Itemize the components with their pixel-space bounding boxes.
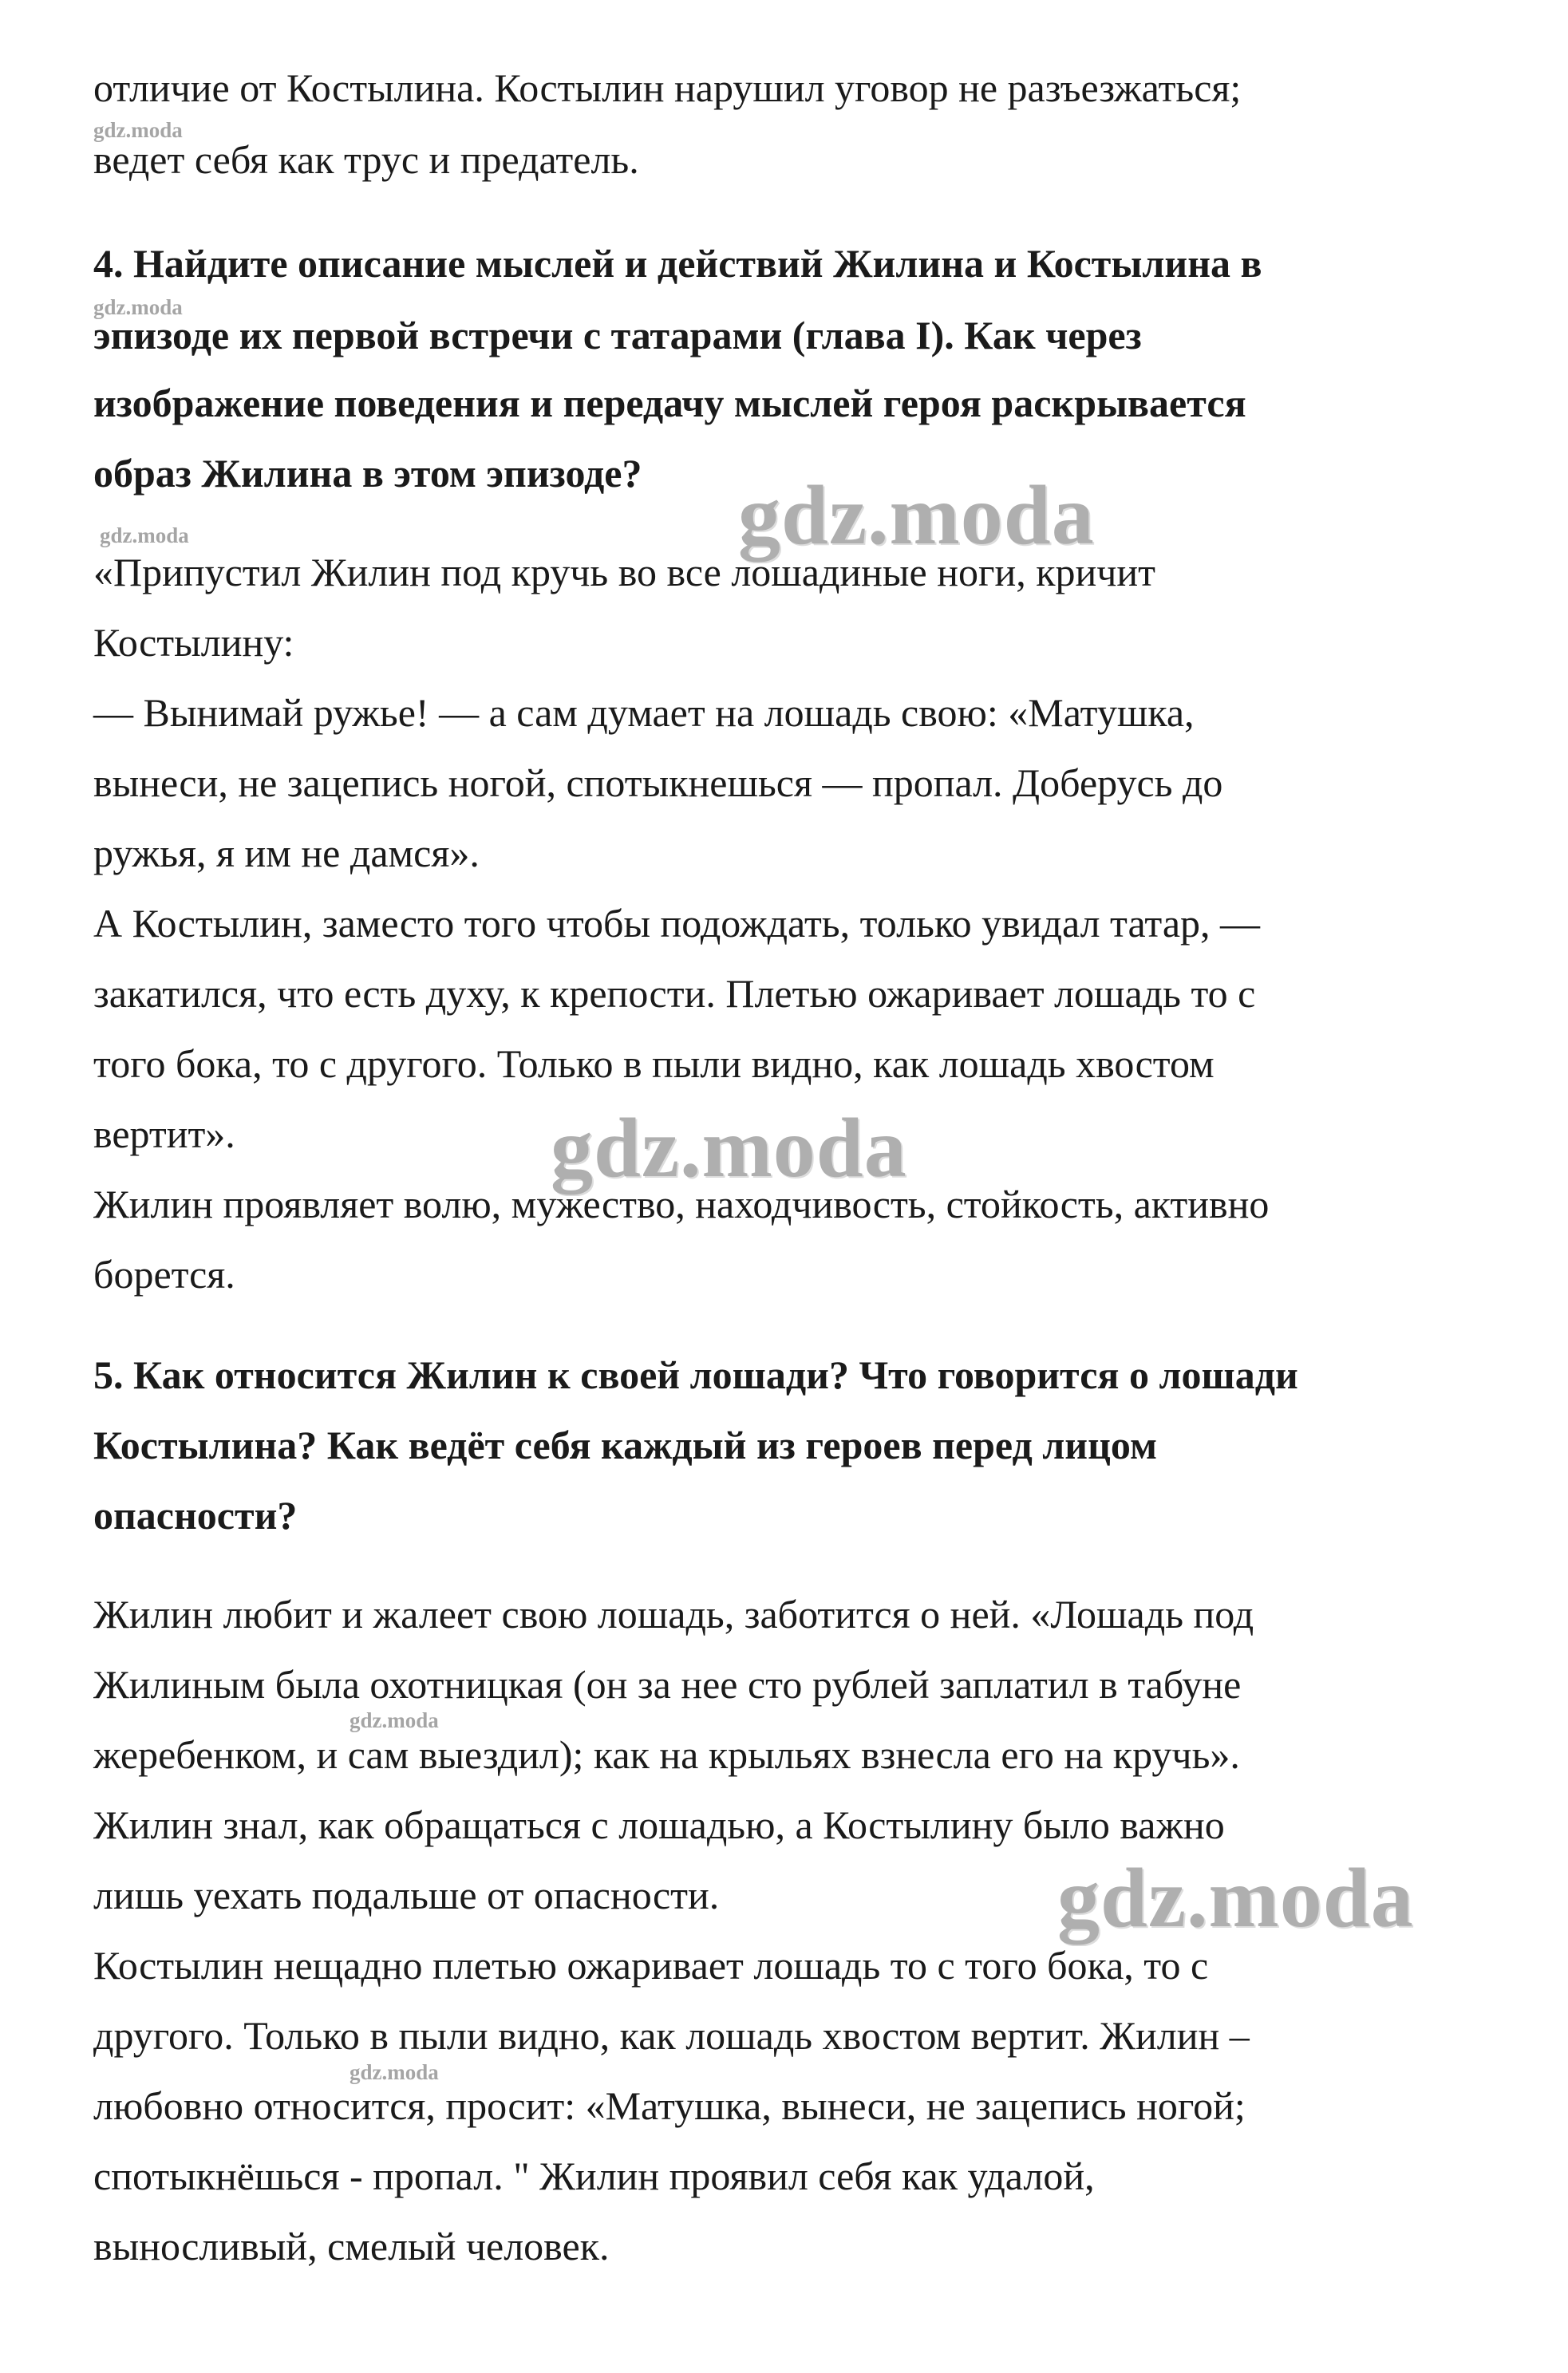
a4-line-1: «Припустил Жилин под кручь во все лошадиные ноги, кричит xyxy=(93,550,1156,594)
q5-line-2: Костылина? Как ведёт себя каждый из героев перед лицом xyxy=(93,1423,1158,1467)
a4-line-2: Костылину: xyxy=(93,620,294,665)
a5-line-7: другого. Только в пыли видно, как лошадь хвостом вертит. Жилин – xyxy=(93,2013,1250,2058)
a4-line-9: вертит». xyxy=(93,1111,235,1156)
a4-line-6: А Костылин, заместо того чтобы подождать, только увидал татар, — xyxy=(93,901,1261,946)
a4-line-10: Жилин проявляет волю, мужество, находчивость, стойкость, активно xyxy=(93,1182,1270,1226)
q4-line-4: образ Жилина в этом эпизоде? xyxy=(93,451,642,496)
watermark-small: gdz.moda xyxy=(350,2060,439,2084)
watermark-small: gdz.moda xyxy=(350,1708,439,1732)
intro-line-1: отличие от Костылина. Костылин нарушил уговор не разъезжаться; xyxy=(93,65,1242,110)
watermark-large: gdz.moda xyxy=(1057,1851,1414,1945)
a5-line-8: любовно относится, просит: «Матушка, вынеси, не зацепись ногой; xyxy=(93,2083,1246,2128)
a4-line-4: вынеси, не зацепись ногой, спотыкнешься — пропал. Доберусь до xyxy=(93,760,1223,805)
a4-line-5: ружья, я им не дамся». xyxy=(93,831,480,875)
q5-line-3: опасности? xyxy=(93,1493,298,1538)
q4-line-3: изображение поведения и передачу мыслей героя раскрывается xyxy=(93,381,1246,425)
watermark-small: gdz.moda xyxy=(93,295,183,319)
a5-line-9: спотыкнёшься - пропал. " Жилин проявил себя как удалой, xyxy=(93,2154,1095,2198)
intro-line-2: ведет себя как трус и предатель. xyxy=(93,137,639,182)
watermark-large: gdz.moda xyxy=(551,1101,907,1194)
a5-line-6: Костылин нещадно плетью ожаривает лошадь то с того бока, то с xyxy=(93,1943,1209,1988)
a5-line-1: Жилин любит и жалеет свою лошадь, заботится о ней. «Лошадь под xyxy=(93,1592,1254,1637)
a5-line-10: выносливый, смелый человек. xyxy=(93,2224,610,2268)
a4-line-11: борется. xyxy=(93,1252,235,1297)
a4-line-3: — Вынимай ружье! — а сам думает на лошадь свою: «Матушка, xyxy=(93,690,1195,735)
q5-line-1: 5. Как относится Жилин к своей лошади? Что говорится о лошади xyxy=(93,1352,1298,1397)
watermark-small: gdz.moda xyxy=(100,523,189,547)
watermark-large: gdz.moda xyxy=(738,468,1095,562)
a5-line-2: Жилиным была охотницкая (он за нее сто рублей заплатил в табуне xyxy=(93,1662,1242,1707)
q4-line-1: 4. Найдите описание мыслей и действий Жилина и Костылина в xyxy=(93,241,1262,286)
a4-line-7: закатился, что есть духу, к крепости. Плетью ожаривает лошадь то с xyxy=(93,971,1256,1016)
a4-line-8: того бока, то с другого. Только в пыли видно, как лошадь хвостом xyxy=(93,1041,1215,1086)
a5-line-3: жеребенком, и сам выездил); как на крыльях взнесла его на кручь». xyxy=(93,1732,1240,1777)
q4-line-2: эпизоде их первой встречи с татарами (глава I). Как через xyxy=(93,313,1142,357)
a5-line-4: Жилин знал, как обращаться с лошадью, а Костылину было важно xyxy=(93,1802,1225,1847)
a5-line-5: лишь уехать подальше от опасности. xyxy=(93,1873,720,1917)
watermark-small: gdz.moda xyxy=(93,118,183,142)
